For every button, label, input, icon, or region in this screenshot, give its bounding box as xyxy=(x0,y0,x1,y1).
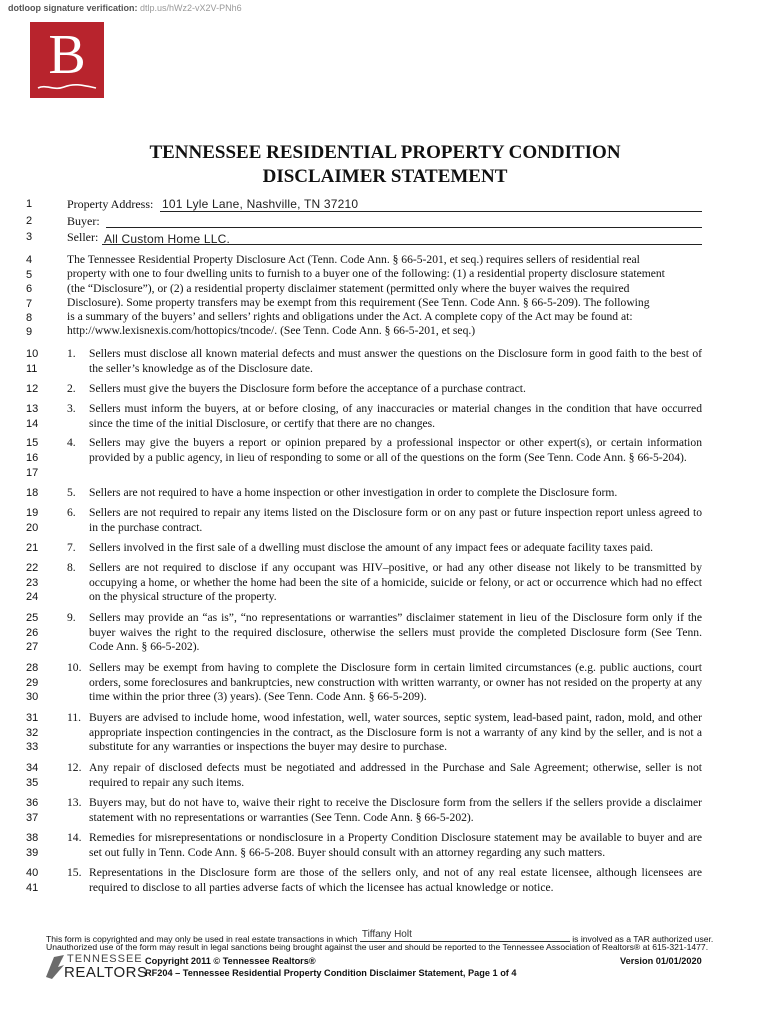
line-number: 16 xyxy=(26,452,39,464)
item-number: 10. xyxy=(67,661,82,674)
item-text: Sellers may provide an “as is”, “no representations or warranties” disclaimer statement in lieu of the Disclosure form only if the buyer waives the right to the required disclosure, otherwise the sellers must provide the completed Disclosure form (See Tenn. Code Ann. § 66-5-202). xyxy=(89,611,702,654)
line-number: 41 xyxy=(26,882,39,894)
list-item xyxy=(67,506,702,535)
line-number: 36 xyxy=(26,797,39,809)
intro-line: (the “Disclosure”), or (2) a residential property disclaimer statement (permitted only where the buyer waives the required xyxy=(67,281,630,295)
line-number: 32 xyxy=(26,727,39,739)
line-number: 15 xyxy=(26,437,39,449)
line-number: 20 xyxy=(26,522,39,534)
unauthorized-use-notice: Unauthorized use of the form may result in legal sanctions being brought against the user and should be reported to the Tennessee Association of Realtors® at 615-321-1477. xyxy=(46,942,709,952)
intro-line: property with one to four dwelling units to furnish to a buyer one of the following: (1) a residential property disclosure statement xyxy=(67,267,665,281)
line-number: 40 xyxy=(26,867,39,879)
logo-wave-icon xyxy=(36,82,98,92)
intro-link-line[interactable]: http://www.lexisnexis.com/hottopics/tncode/. (See Tenn. Code Ann. § 66-5-201, et seq.) xyxy=(67,324,476,338)
item-number: 6. xyxy=(67,506,76,519)
notice-text-b: is involved as a TAR authorized user. xyxy=(572,934,714,944)
line-number: 18 xyxy=(26,487,39,499)
list-item xyxy=(67,761,702,790)
item-text: Sellers may give the buyers a report or opinion prepared by a professional inspector or other expert(s), or certain information provided by a public agency, in lieu of responding to some or all of the questions on the form (See Tenn. Code Ann. § 66-5-204). xyxy=(89,436,702,464)
line-number: 37 xyxy=(26,812,39,824)
line-number: 29 xyxy=(26,677,39,689)
verification-link[interactable]: dtlp.us/hWz2-vX2V-PNh6 xyxy=(140,3,242,13)
list-item xyxy=(67,347,702,376)
seller-value[interactable]: All Custom Home LLC. xyxy=(104,232,231,246)
line-number: 34 xyxy=(26,762,39,774)
item-text: Buyers may, but do not have to, waive their right to receive the Disclosure form from the sellers if the sellers provide a disclaimer statement with no representations or warranties (See Tenn. Code Ann. § 66-5-202). xyxy=(89,796,702,824)
item-number: 1. xyxy=(67,347,76,360)
intro-paragraph xyxy=(67,253,702,339)
line-number: 7 xyxy=(26,298,33,310)
tr-logo-line-1: TENNESSEE xyxy=(67,953,143,965)
intro-line: The Tennessee Residential Property Disclosure Act (Tenn. Code Ann. § 66-5-201, et seq.) requires sellers of residential real xyxy=(67,253,640,266)
item-number: 14. xyxy=(67,831,82,844)
title-line-1: TENNESSEE RESIDENTIAL PROPERTY CONDITION xyxy=(149,142,621,163)
list-item xyxy=(67,541,702,556)
buyer-field[interactable] xyxy=(106,227,702,228)
line-number: 14 xyxy=(26,418,39,430)
line-number: 11 xyxy=(26,363,38,375)
dotloop-verification xyxy=(8,3,242,13)
list-item xyxy=(67,866,702,895)
item-text: Remedies for misrepresentations or nondisclosure in a Property Condition Disclosure statement may be available to buyer and are set out fully in Tenn. Code Ann. § 66-5-208. Buyer should consult with an attorney regarding any such matters. xyxy=(89,831,702,859)
item-number: 5. xyxy=(67,486,76,499)
item-text: Sellers must give the buyers the Disclosure form before the acceptance of a purchase contract. xyxy=(89,382,526,395)
line-number: 1 xyxy=(26,198,33,210)
brokerage-logo xyxy=(30,22,104,98)
item-text: Sellers may be exempt from having to complete the Disclosure form in certain limited circumstances (e.g. public auctions, court orders, some foreclosures and bankruptcies, new construction with written warranty, or owner has not resided on the property at any time within the prior three (3) years). (See Tenn. Code Ann. § 66-5-209). xyxy=(89,661,702,704)
list-item xyxy=(67,436,702,465)
list-item xyxy=(67,661,702,705)
list-item xyxy=(67,402,702,431)
tr-logo-line-2: REALTORS xyxy=(64,964,148,981)
property-address-label: Property Address: xyxy=(67,197,154,211)
item-text: Buyers are advised to include home, wood infestation, well, water sources, septic system, lead-based paint, radon, mold, and other appropriate inspection contingencies in the contract, as the Disclosure form is not a warranty of any kind by the seller, and is not a substitute for any warranties or inspections the buyer may desire to purchase. xyxy=(89,711,702,754)
line-number: 26 xyxy=(26,627,39,639)
document-title xyxy=(0,141,770,189)
item-number: 7. xyxy=(67,541,76,554)
list-item xyxy=(67,611,702,655)
line-number: 21 xyxy=(26,542,39,554)
line-number: 23 xyxy=(26,577,39,589)
item-number: 15. xyxy=(67,866,82,879)
property-address-field[interactable] xyxy=(160,211,702,212)
line-number: 30 xyxy=(26,691,39,703)
item-number: 12. xyxy=(67,761,82,774)
notice-text-a: This form is copyrighted and may only be used in real estate transactions in which xyxy=(46,934,358,944)
line-number: 10 xyxy=(26,348,39,360)
line-number: 31 xyxy=(26,712,39,724)
line-number: 38 xyxy=(26,832,39,844)
item-number: 3. xyxy=(67,402,76,415)
list-item xyxy=(67,831,702,860)
line-number: 25 xyxy=(26,612,39,624)
item-text: Sellers must disclose all known material defects and must answer the questions on the Disclosure form in good faith to the best of the seller’s knowledge as of the Disclosure date. xyxy=(89,347,702,375)
line-number: 39 xyxy=(26,847,39,859)
copyright-line: Copyright 2011 © Tennessee Realtors® xyxy=(145,956,316,966)
line-number: 17 xyxy=(26,467,39,479)
authorized-user-name: Tiffany Holt xyxy=(361,929,412,940)
list-item xyxy=(67,382,702,397)
form-version: Version 01/01/2020 xyxy=(620,956,702,966)
item-number: 2. xyxy=(67,382,76,395)
title-line-2: DISCLAIMER STATEMENT xyxy=(262,166,508,187)
item-text: Sellers are not required to have a home inspection or other investigation in order to complete the Disclosure form. xyxy=(89,486,618,499)
line-number: 13 xyxy=(26,403,39,415)
intro-line: is a summary of the buyers’ and sellers’ rights and obligations under the Act. A complete copy of the Act may be found at: xyxy=(67,310,633,324)
tennessee-state-icon xyxy=(44,953,66,981)
line-number: 28 xyxy=(26,662,39,674)
line-number: 22 xyxy=(26,562,39,574)
item-text: Representations in the Disclosure form are those of the sellers only, and not of any real estate licensee, although licensees are required to disclose to all parties adverse facts of which the licensee has actual knowledge or notice. xyxy=(89,866,702,894)
line-number: 5 xyxy=(26,269,33,281)
line-number: 12 xyxy=(26,383,39,395)
intro-line: Disclosure). Some property transfers may be exempt from this requirement (See Tenn. Code Ann. § 66-5-209). The following xyxy=(67,295,650,309)
logo-letter: B xyxy=(48,24,86,86)
line-number: 2 xyxy=(26,215,33,227)
verification-label: dotloop signature verification: xyxy=(8,3,138,13)
list-item xyxy=(67,561,702,605)
list-item xyxy=(67,711,702,755)
list-item xyxy=(67,486,702,501)
item-text: Sellers must inform the buyers, at or before closing, of any inaccuracies or material changes in the condition that have occurred since the time of the initial Disclosure, or certify that there are no changes. xyxy=(89,402,702,430)
item-text: Sellers are not required to disclose if any occupant was HIV–positive, or had any other disease not likely to be transmitted by occupying a home, or whether the home had been the site of a homicide, suicide or felony, or act or occurrence which had no effect on the physical structure of the property. xyxy=(89,561,702,604)
item-text: Sellers are not required to repair any items listed on the Disclosure form or on any past or future inspection report unless agreed to in the purchase contract. xyxy=(89,506,702,534)
line-number: 24 xyxy=(26,591,39,603)
seller-label: Seller: xyxy=(67,230,99,244)
authorized-user-field xyxy=(360,931,570,942)
list-item xyxy=(67,796,702,825)
line-number: 8 xyxy=(26,312,33,324)
line-number: 35 xyxy=(26,777,39,789)
line-number: 27 xyxy=(26,641,39,653)
item-text: Sellers involved in the first sale of a dwelling must disclose the amount of any impact fees or adequate facility taxes paid. xyxy=(89,541,654,554)
line-number: 9 xyxy=(26,326,33,338)
form-identifier: RF204 – Tennessee Residential Property Condition Disclaimer Statement, Page 1 of 4 xyxy=(145,968,517,978)
item-number: 11. xyxy=(67,711,82,724)
line-number: 4 xyxy=(26,254,33,266)
item-number: 9. xyxy=(67,611,76,624)
item-number: 4. xyxy=(67,436,76,449)
line-number: 19 xyxy=(26,507,39,519)
item-text: Any repair of disclosed defects must be negotiated and addressed in the Purchase and Sale Agreement; otherwise, seller is not required to repair any such items. xyxy=(89,761,702,789)
buyer-label: Buyer: xyxy=(67,214,100,228)
line-number: 6 xyxy=(26,283,33,295)
line-number: 3 xyxy=(26,231,33,243)
item-number: 8. xyxy=(67,561,76,574)
line-number: 33 xyxy=(26,741,39,753)
item-number: 13. xyxy=(67,796,82,809)
property-address-value[interactable]: 101 Lyle Lane, Nashville, TN 37210 xyxy=(162,197,359,211)
